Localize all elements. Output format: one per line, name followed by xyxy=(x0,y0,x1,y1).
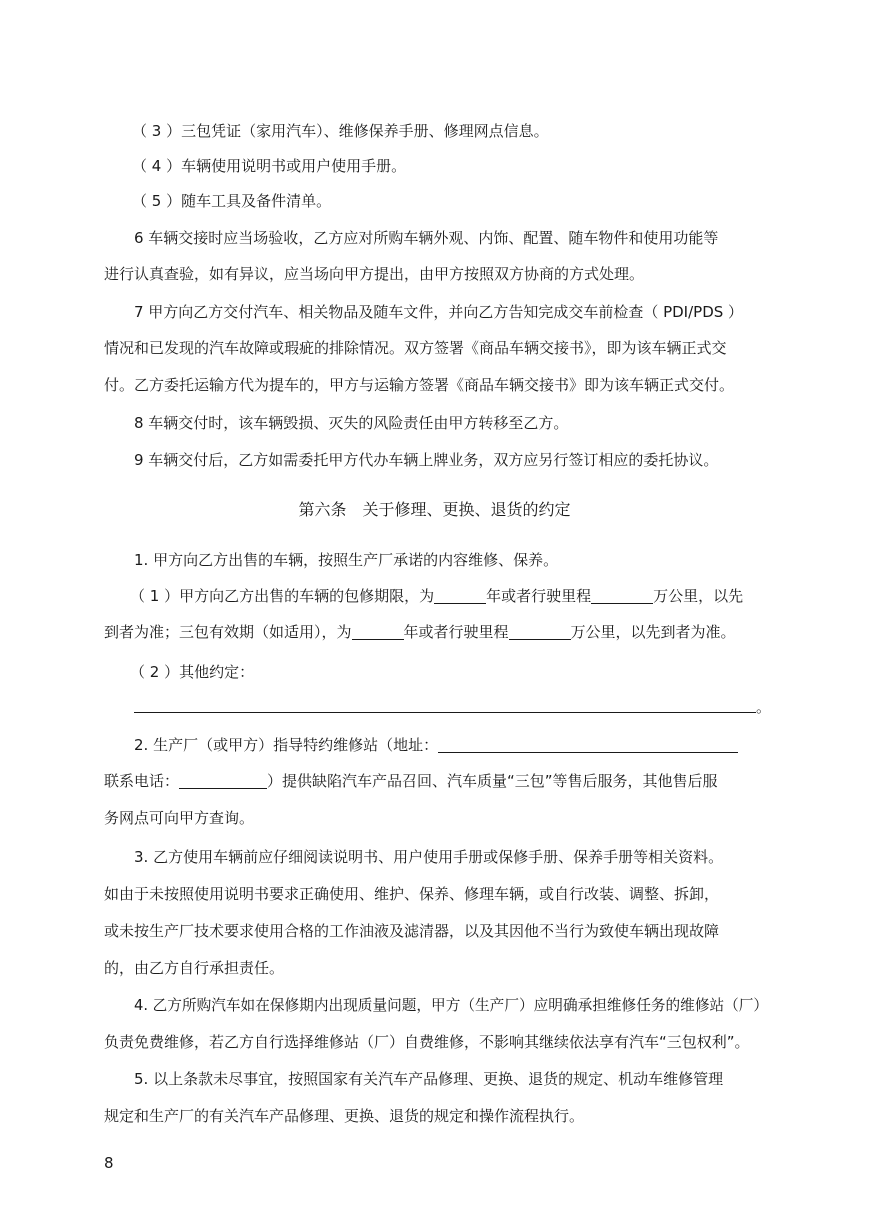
article-6-heading: 第六条 关于修理、更换、退货的约定 xyxy=(298,500,571,519)
item-1-1-line-1 xyxy=(130,586,743,606)
three-guarantee-years-blank[interactable] xyxy=(352,623,404,640)
item-1-1-text-d: 到者为准；三包有效期（如适用），为 xyxy=(104,623,352,641)
list-item-5: （ 5 ）随车工具及备件清单。 xyxy=(132,192,332,210)
clause-7-line-3: 付。乙方委托运输方代为提车的，甲方与运输方签署《商品车辆交接书》即为该车辆正式交付。 xyxy=(104,376,735,394)
item-3-line-2: 如由于未按照使用说明书要求正确使用、维护、保养、修理车辆，或自行改装、调整、拆卸， xyxy=(104,885,720,903)
item-4-line-2: 负责免费维修，若乙方自行选择维修站（厂）自费维修，不影响其继续依法享有汽车“三包权利”。 xyxy=(104,1033,750,1051)
item-1-1-line-2 xyxy=(104,622,736,642)
item-1: 1. 甲方向乙方出售的车辆，按照生产厂承诺的内容维修、保养。 xyxy=(134,551,559,569)
page-number: 8 xyxy=(104,1154,114,1172)
three-guarantee-mileage-blank[interactable] xyxy=(509,623,571,640)
item-1-1-text-a: （ 1 ）甲方向乙方出售的车辆的包修期限，为 xyxy=(130,587,435,605)
phone-blank[interactable] xyxy=(179,772,267,789)
clause-8: 8 车辆交付时，该车辆毁损、灭失的风险责任由甲方转移至乙方。 xyxy=(134,414,569,432)
item-5-line-1: 5. 以上条款未尽事宜，按照国家有关汽车产品修理、更换、退货的规定、机动车维修管理 xyxy=(134,1070,724,1088)
list-item-3: （ 3 ）三包凭证（家用汽车）、维修保养手册、修理网点信息。 xyxy=(132,122,549,140)
item-2-text-c: ）提供缺陷汽车产品召回、汽车质量“三包”等售后服务，其他售后服 xyxy=(267,772,718,790)
other-agreement-period: 。 xyxy=(756,698,772,716)
item-1-1-text-f: 万公里，以先到者为准。 xyxy=(570,623,736,641)
item-3-line-1: 3. 乙方使用车辆前应仔细阅读说明书、用户使用手册或保修手册、保养手册等相关资料。 xyxy=(134,848,724,866)
warranty-years-blank[interactable] xyxy=(434,587,486,604)
other-agreement-blank[interactable] xyxy=(134,712,756,713)
clause-7-line-1: 7 甲方向乙方交付汽车、相关物品及随车文件，并向乙方告知完成交车前检查（ PDI/PDS ） xyxy=(134,303,744,321)
item-4-line-1: 4. 乙方所购汽车如在保修期内出现质量问题，甲方（生产厂）应明确承担维修任务的维修站（厂） xyxy=(134,996,769,1014)
clause-7-line-2: 情况和已发现的汽车故障或瑕疵的排除情况。双方签署《商品车辆交接书》，即为该车辆正式交 xyxy=(104,339,727,357)
item-2-line-2 xyxy=(104,771,718,791)
item-2-text-a: 2. 生产厂（或甲方）指导特约维修站（地址： xyxy=(134,736,439,754)
item-1-1-text-c: 万公里，以先 xyxy=(653,587,744,605)
item-1-2: （ 2 ）其他约定： xyxy=(130,663,255,681)
item-2-text-b: 联系电话： xyxy=(104,772,180,790)
address-blank[interactable] xyxy=(438,736,738,753)
item-1-1-text-b: 年或者行驶里程 xyxy=(486,587,592,605)
item-2-line-1 xyxy=(134,735,738,755)
item-3-line-3: 或未按生产厂技术要求使用合格的工作油液及滤清器，以及其因他不当行为致使车辆出现故障 xyxy=(104,922,720,940)
item-2-line-3: 务网点可向甲方查询。 xyxy=(104,809,255,827)
item-1-1-text-e: 年或者行驶里程 xyxy=(403,623,509,641)
clause-9: 9 车辆交付后，乙方如需委托甲方代办车辆上牌业务，双方应另行签订相应的委托协议。 xyxy=(134,451,719,469)
item-5-line-2: 规定和生产厂的有关汽车产品修理、更换、退货的规定和操作流程执行。 xyxy=(104,1107,585,1125)
clause-6-line-2: 进行认真查验，如有异议，应当场向甲方提出，由甲方按照双方协商的方式处理。 xyxy=(104,265,645,283)
warranty-mileage-blank[interactable] xyxy=(591,587,653,604)
item-3-line-4: 的，由乙方自行承担责任。 xyxy=(104,959,285,977)
list-item-4: （ 4 ）车辆使用说明书或用户使用手册。 xyxy=(132,157,407,175)
clause-6-line-1: 6 车辆交接时应当场验收，乙方应对所购车辆外观、内饰、配置、随车物件和使用功能等 xyxy=(134,229,719,247)
